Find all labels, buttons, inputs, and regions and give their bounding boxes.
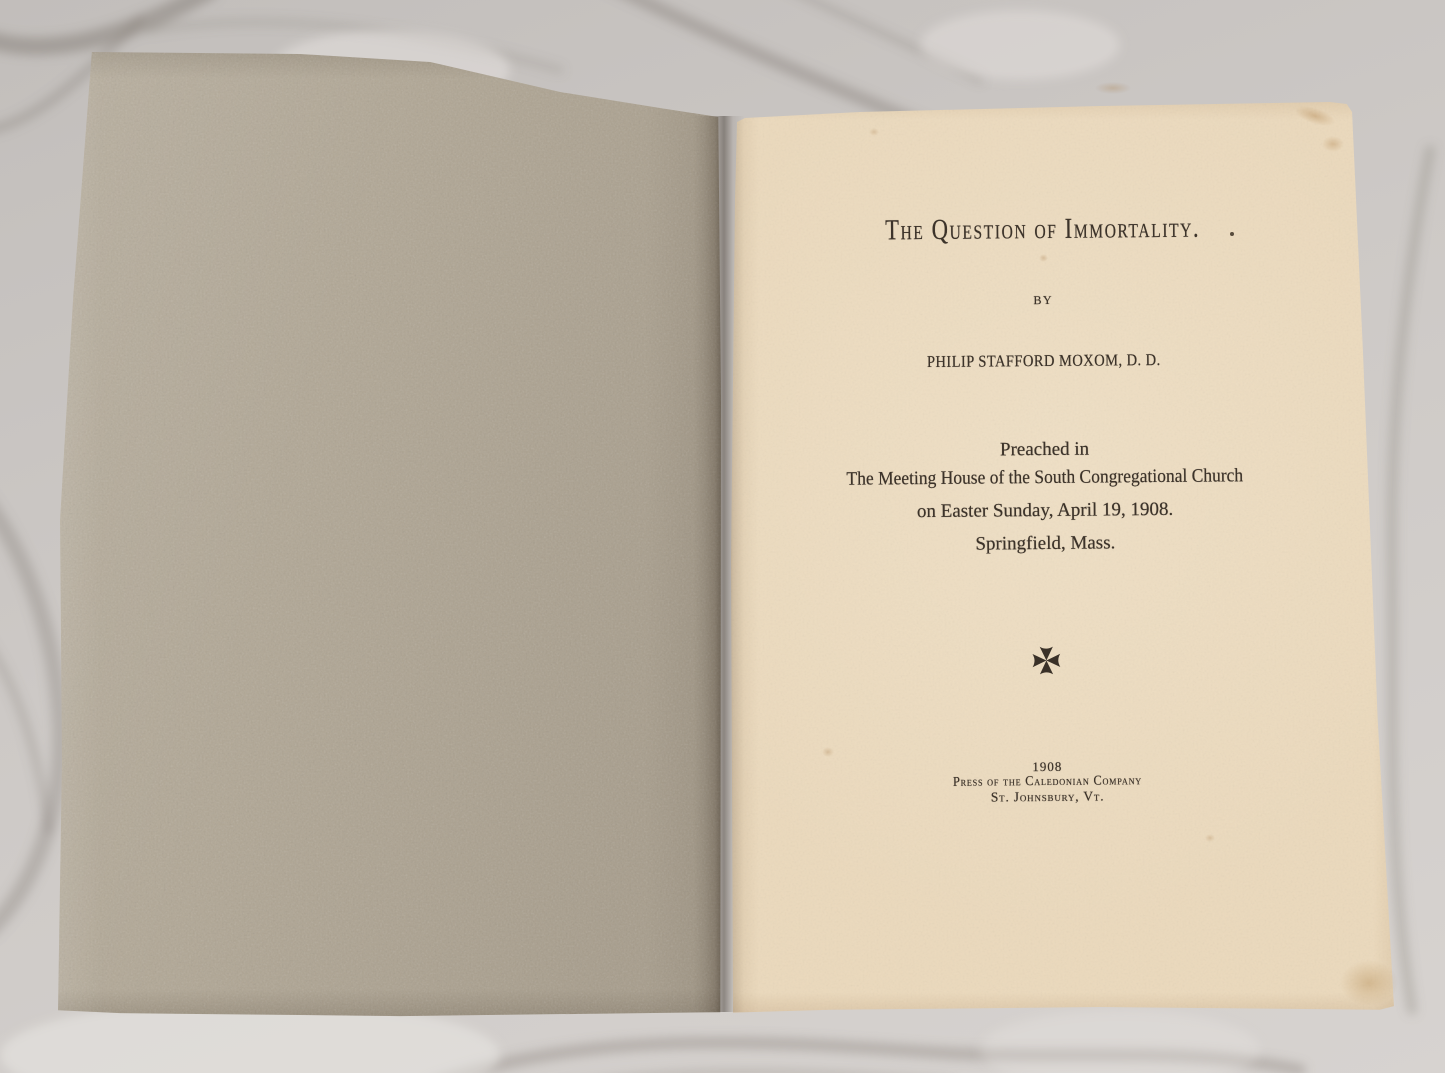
byline-label: BY xyxy=(1033,292,1054,308)
imprint-press: Press of the Caledonian Company xyxy=(952,772,1143,789)
flyleaf-page xyxy=(55,50,725,1018)
imprint-year: 1908 xyxy=(1032,758,1063,775)
author-name: PHILIP STAFFORD MOXOM, D. D. xyxy=(926,349,1161,372)
title-page-text xyxy=(791,0,1300,1073)
maltese-cross-icon xyxy=(796,642,1296,683)
imprint-location: St. Johnsbury, Vt. xyxy=(990,788,1105,805)
page-title: The Question of Immortality. xyxy=(885,211,1201,247)
occasion-line: The Meeting House of the South Congregational Church xyxy=(846,465,1244,490)
book-gutter-shadow xyxy=(694,116,744,1012)
occasion-line: Preached in xyxy=(999,438,1090,461)
occasion-line: on Easter Sunday, April 19, 1908. xyxy=(916,498,1174,523)
foxing-stain xyxy=(1322,136,1344,152)
occasion-line: Springfield, Mass. xyxy=(975,532,1116,555)
corner-stain xyxy=(1340,960,1398,1006)
